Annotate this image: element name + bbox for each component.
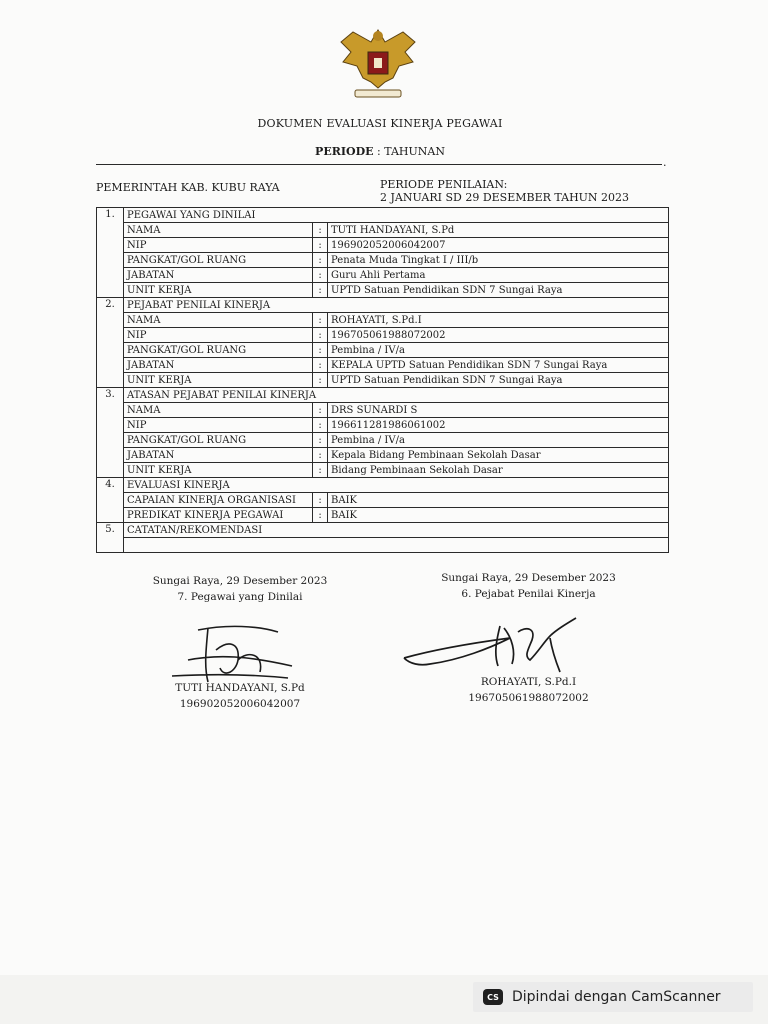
camscanner-text: Dipindai dengan CamScanner xyxy=(512,989,721,1005)
field-label: PANGKAT/GOL RUANG xyxy=(124,343,313,358)
evaluation-table xyxy=(96,207,669,553)
field-value: ROHAYATI, S.Pd.I xyxy=(328,313,669,328)
table-row xyxy=(97,418,669,433)
camscanner-watermark xyxy=(473,982,753,1012)
right-role: 6. Pejabat Penilai Kinerja xyxy=(461,588,596,600)
periode-penilaian-value: 2 JANUARI SD 29 DESEMBER TAHUN 2023 xyxy=(380,191,630,204)
field-colon: : xyxy=(313,448,328,463)
periode-value: : TAHUNAN xyxy=(377,145,445,158)
table-row xyxy=(97,358,669,373)
field-label: UNIT KERJA xyxy=(124,283,313,298)
field-label: NAMA xyxy=(124,313,313,328)
table-row xyxy=(97,328,669,343)
field-colon: : xyxy=(313,508,328,523)
left-name: TUTI HANDAYANI, S.Pd xyxy=(175,682,305,694)
table-row xyxy=(97,448,669,463)
table-row xyxy=(97,463,669,478)
table-row xyxy=(97,268,669,283)
right-signature-header xyxy=(426,570,631,602)
field-colon: : xyxy=(313,403,328,418)
section-header-row xyxy=(97,298,669,313)
field-colon: : xyxy=(313,418,328,433)
field-label: NIP xyxy=(124,328,313,343)
field-colon: : xyxy=(313,373,328,388)
table-row xyxy=(97,223,669,238)
field-label: NIP xyxy=(124,418,313,433)
section-title: CATATAN/REKOMENDASI xyxy=(124,523,669,538)
left-role: 7. Pegawai yang Dinilai xyxy=(177,591,303,603)
field-colon: : xyxy=(313,343,328,358)
divider-dot: . xyxy=(663,156,667,169)
field-colon: : xyxy=(313,223,328,238)
field-colon: : xyxy=(313,313,328,328)
field-colon: : xyxy=(313,238,328,253)
field-value: Kepala Bidang Pembinaan Sekolah Dasar xyxy=(328,448,669,463)
field-label: NAMA xyxy=(124,403,313,418)
field-value: KEPALA UPTD Satuan Pendidikan SDN 7 Sungai Raya xyxy=(328,358,669,373)
section-title: ATASAN PEJABAT PENILAI KINERJA xyxy=(124,388,669,403)
section-number: 3. xyxy=(97,388,124,478)
field-label: JABATAN xyxy=(124,268,313,283)
table-row xyxy=(97,493,669,508)
field-label: NIP xyxy=(124,238,313,253)
field-colon: : xyxy=(313,328,328,343)
field-value: BAIK xyxy=(328,493,669,508)
left-signature-header xyxy=(140,573,340,605)
field-value: TUTI HANDAYANI, S.Pd xyxy=(328,223,669,238)
left-signature-name xyxy=(140,680,340,712)
field-value: 196611281986061002 xyxy=(328,418,669,433)
table-row xyxy=(97,343,669,358)
section-number: 5. xyxy=(97,523,124,553)
section-title: PEJABAT PENILAI KINERJA xyxy=(124,298,669,313)
field-colon: : xyxy=(313,268,328,283)
header-divider xyxy=(96,164,662,165)
field-value: 196705061988072002 xyxy=(328,328,669,343)
table-row xyxy=(97,373,669,388)
field-colon: : xyxy=(313,283,328,298)
field-colon: : xyxy=(313,433,328,448)
right-place-date: Sungai Raya, 29 Desember 2023 xyxy=(441,572,616,584)
left-place-date: Sungai Raya, 29 Desember 2023 xyxy=(152,575,328,587)
field-label: JABATAN xyxy=(124,448,313,463)
document-title: DOKUMEN EVALUASI KINERJA PEGAWAI xyxy=(257,117,503,130)
empty-notes-row xyxy=(97,538,669,553)
section-header-row xyxy=(97,478,669,493)
section-title: EVALUASI KINERJA xyxy=(124,478,669,493)
field-colon: : xyxy=(313,253,328,268)
camscanner-logo-icon: CS xyxy=(483,989,503,1005)
table-row xyxy=(97,433,669,448)
table-row xyxy=(97,313,669,328)
garuda-emblem-icon xyxy=(333,22,423,104)
field-label: PANGKAT/GOL RUANG xyxy=(124,253,313,268)
field-value: DRS SUNARDI S xyxy=(328,403,669,418)
field-value: BAIK xyxy=(328,508,669,523)
field-value: Guru Ahli Pertama xyxy=(328,268,669,283)
field-colon: : xyxy=(313,463,328,478)
field-label: PANGKAT/GOL RUANG xyxy=(124,433,313,448)
periode-penilaian-label: PERIODE PENILAIAN: xyxy=(380,178,508,191)
table-row xyxy=(97,403,669,418)
section-number: 2. xyxy=(97,298,124,388)
table-row xyxy=(97,508,669,523)
field-value: UPTD Satuan Pendidikan SDN 7 Sungai Raya xyxy=(328,283,669,298)
section-header-row xyxy=(97,523,669,538)
field-colon: : xyxy=(313,493,328,508)
periode-label: PERIODE xyxy=(315,145,374,158)
right-nip: 196705061988072002 xyxy=(468,692,589,704)
field-value: Penata Muda Tingkat I / III/b xyxy=(328,253,669,268)
field-label: UNIT KERJA xyxy=(124,373,313,388)
field-value: UPTD Satuan Pendidikan SDN 7 Sungai Raya xyxy=(328,373,669,388)
left-nip: 196902052006042007 xyxy=(179,698,301,710)
field-value: 196902052006042007 xyxy=(328,238,669,253)
field-label: UNIT KERJA xyxy=(124,463,313,478)
field-colon: : xyxy=(313,358,328,373)
right-signature-name xyxy=(426,674,631,706)
section-number: 1. xyxy=(97,208,124,298)
table-row xyxy=(97,253,669,268)
section-header-row xyxy=(97,388,669,403)
field-label: CAPAIAN KINERJA ORGANISASI xyxy=(124,493,313,508)
section-title: PEGAWAI YANG DINILAI xyxy=(124,208,669,223)
field-value: Bidang Pembinaan Sekolah Dasar xyxy=(328,463,669,478)
table-row xyxy=(97,238,669,253)
instansi-name: PEMERINTAH KAB. KUBU RAYA xyxy=(96,181,280,194)
field-label: JABATAN xyxy=(124,358,313,373)
field-value: Pembina / IV/a xyxy=(328,343,669,358)
field-value: Pembina / IV/a xyxy=(328,433,669,448)
table-row xyxy=(97,283,669,298)
right-name: ROHAYATI, S.Pd.I xyxy=(480,676,577,688)
periode-line xyxy=(0,145,760,158)
section-header-row xyxy=(97,208,669,223)
field-label: PREDIKAT KINERJA PEGAWAI xyxy=(124,508,313,523)
section-number: 4. xyxy=(97,478,124,523)
notes-area xyxy=(124,538,669,553)
right-handwritten-signature xyxy=(400,608,585,678)
field-label: NAMA xyxy=(124,223,313,238)
